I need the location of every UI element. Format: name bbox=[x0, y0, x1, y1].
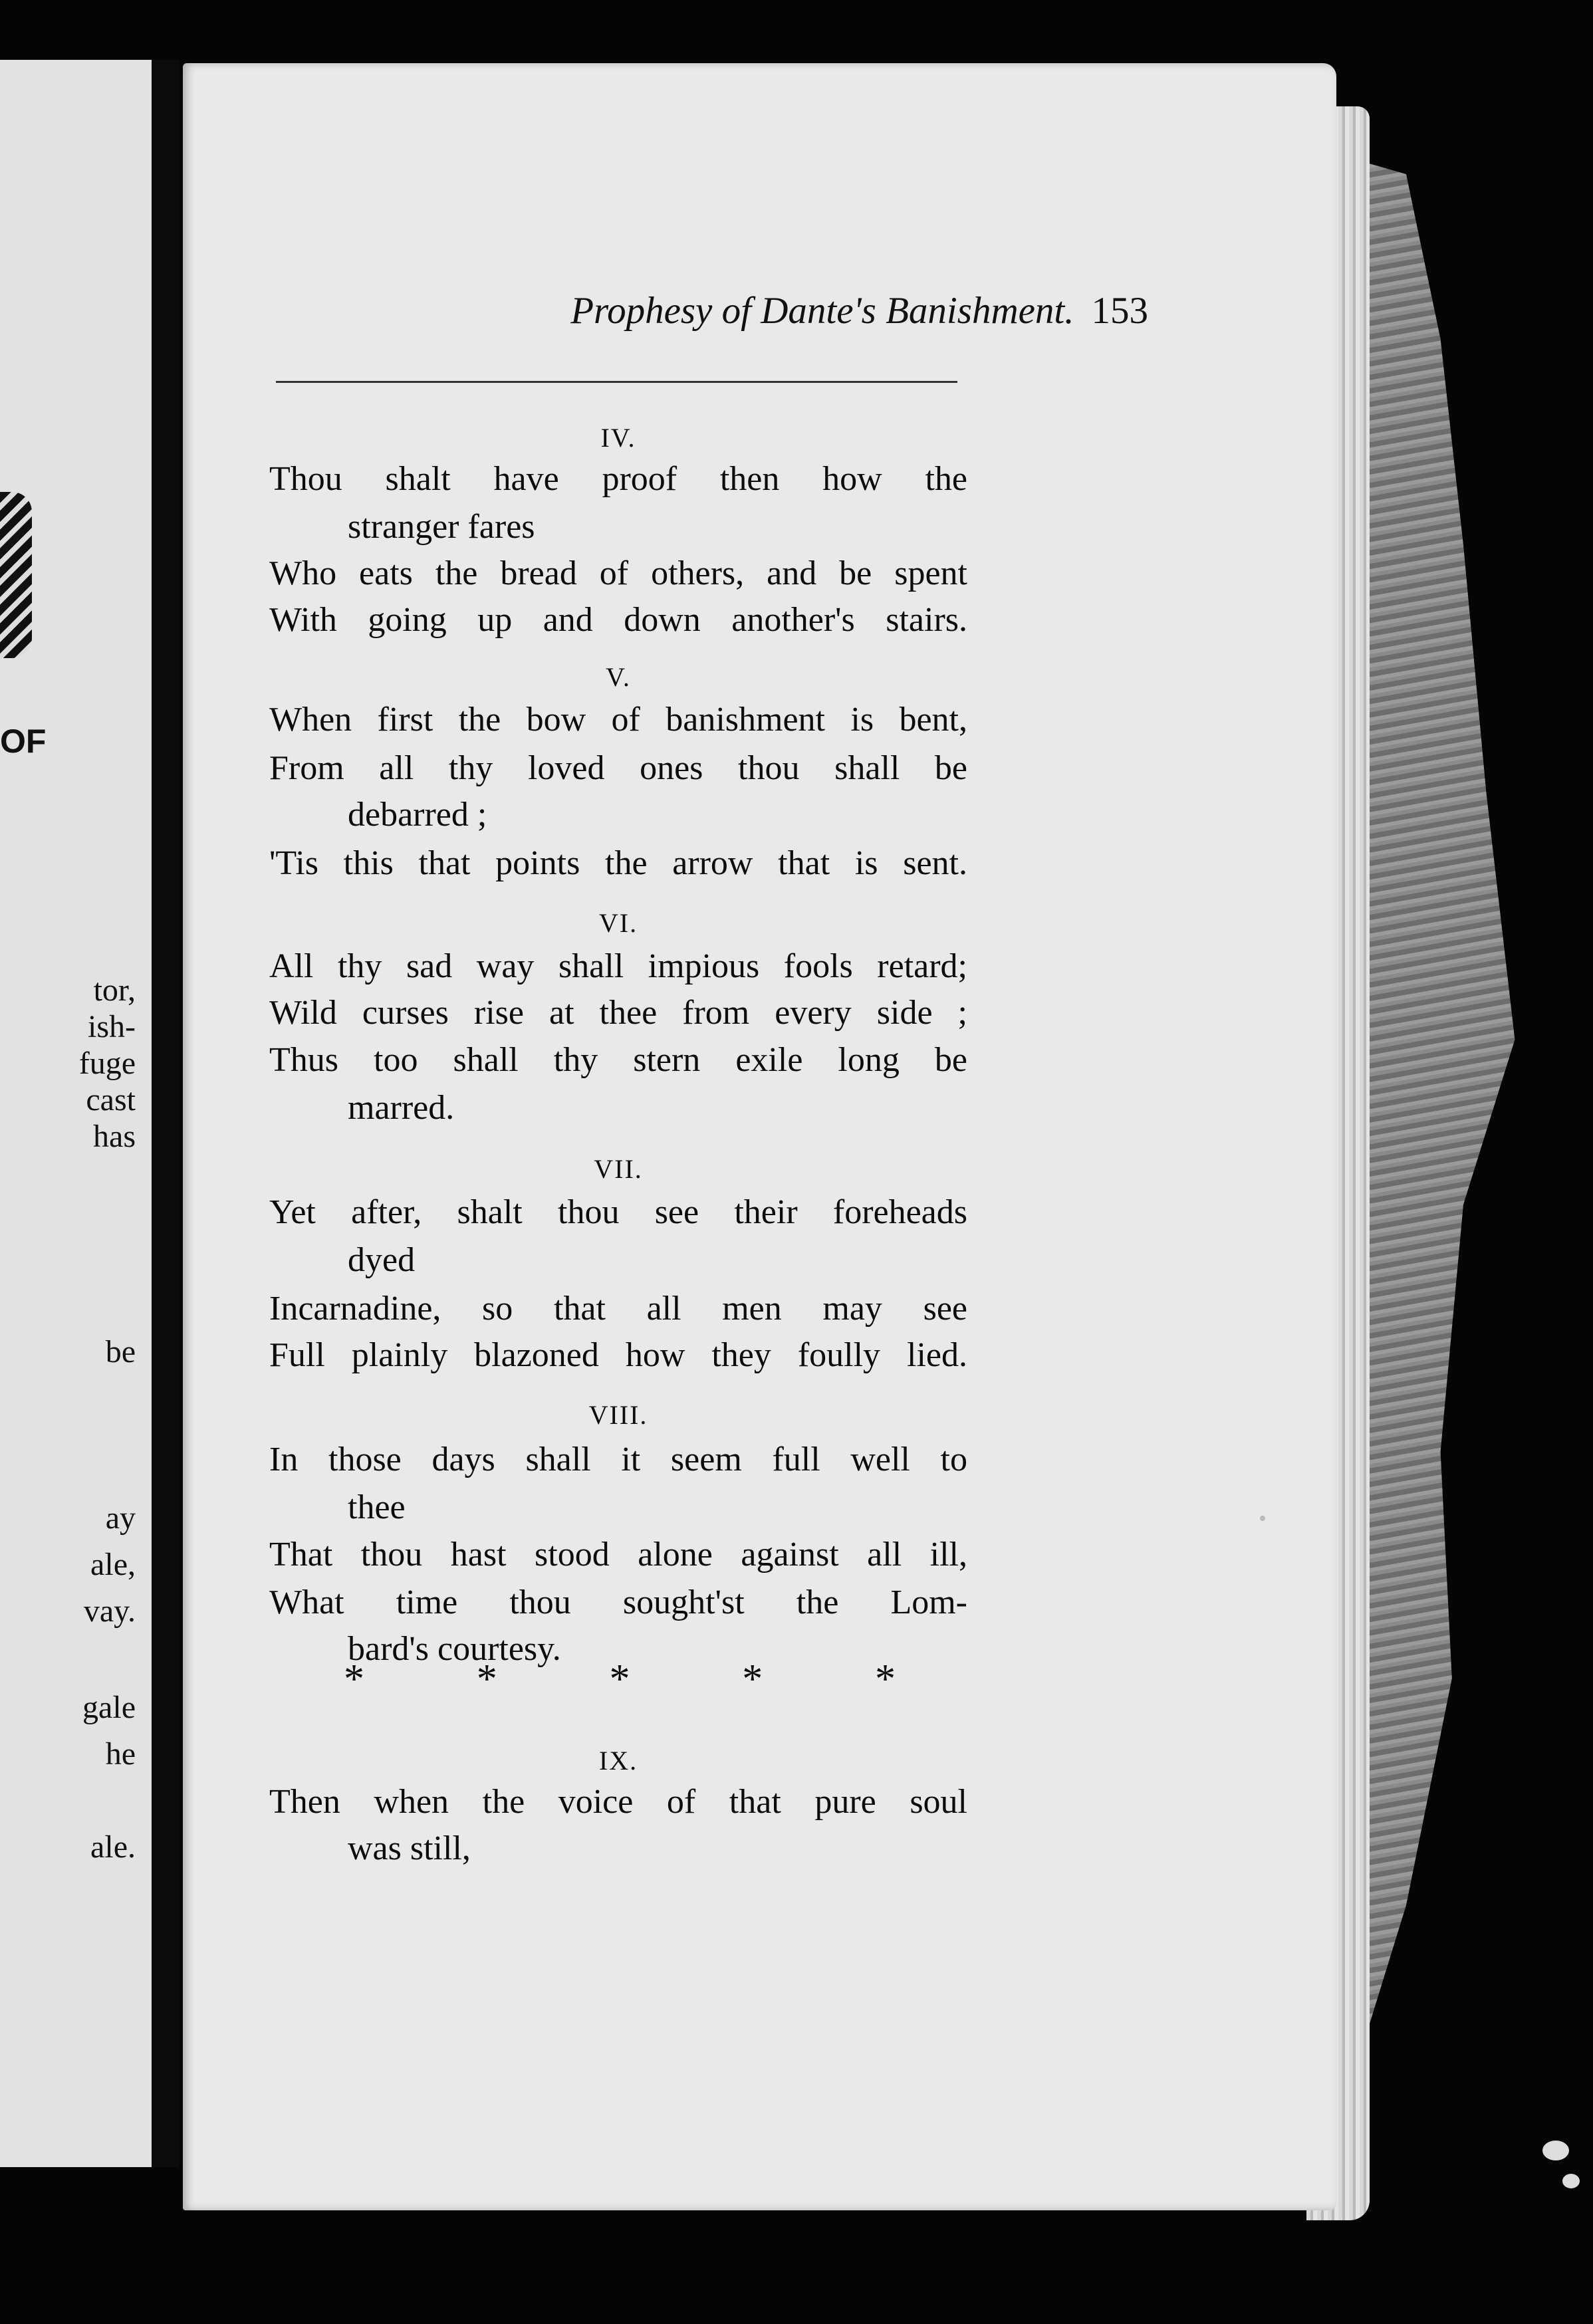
ellipsis-stars bbox=[344, 1659, 896, 1700]
star-mark: * bbox=[344, 1657, 364, 1702]
running-head bbox=[350, 289, 1148, 332]
left-page-fragment: has bbox=[93, 1119, 136, 1154]
dust-speck bbox=[1562, 2174, 1580, 2188]
verse-line: stranger fares bbox=[348, 508, 535, 546]
verse-line: Full plainly blazoned how they foully lied. bbox=[269, 1336, 967, 1374]
decorative-ornament-icon bbox=[0, 492, 32, 658]
left-page-fragment: fuge bbox=[78, 1046, 136, 1081]
verse-line: With going up and down another's stairs. bbox=[269, 601, 967, 639]
dust-speck bbox=[1542, 2141, 1569, 2160]
verse-line: In those days shall it seem full well to bbox=[269, 1441, 967, 1478]
verse-line: marred. bbox=[348, 1089, 455, 1127]
stanza-numeral: VI. bbox=[598, 908, 638, 938]
verse-line: dyed bbox=[348, 1241, 416, 1279]
verse-line: From all thy loved ones thou shall be bbox=[269, 749, 967, 787]
left-page bbox=[0, 60, 152, 2167]
header-rule bbox=[276, 381, 957, 383]
left-page-fragment: ale. bbox=[90, 1829, 136, 1865]
verse-line: was still, bbox=[348, 1829, 471, 1867]
verse-line: bard's courtesy. bbox=[348, 1630, 561, 1668]
running-head-title: Prophesy of Dante's Banishment. bbox=[570, 290, 1074, 332]
book-gutter bbox=[152, 60, 180, 2167]
stanza-numeral: VIII. bbox=[588, 1400, 648, 1430]
verse-line: Yet after, shalt thou see their foreheads bbox=[269, 1193, 967, 1231]
page-number: 153 bbox=[1091, 290, 1148, 332]
stanza-numeral: VII. bbox=[594, 1154, 643, 1184]
verse-line: thee bbox=[348, 1488, 406, 1526]
verse-line: That thou hast stood alone against all ill, bbox=[269, 1536, 967, 1573]
verse-line: Wild curses rise at thee from every side ; bbox=[269, 994, 967, 1032]
book-page bbox=[183, 63, 1336, 2210]
left-page-fragment: ay bbox=[105, 1500, 136, 1536]
verse-line: debarred ; bbox=[348, 796, 487, 834]
star-mark: * bbox=[609, 1657, 630, 1702]
star-mark: * bbox=[875, 1657, 896, 1702]
left-page-heading-fragment: OF bbox=[0, 723, 47, 760]
verse-line: Incarnadine, so that all men may see bbox=[269, 1290, 967, 1328]
stanza-numeral: V. bbox=[606, 662, 631, 692]
verse-line: Then when the voice of that pure soul bbox=[269, 1783, 967, 1821]
dust-speck bbox=[1260, 1516, 1265, 1521]
left-page-fragment: cast bbox=[86, 1082, 136, 1117]
verse-line: All thy sad way shall impious fools retard; bbox=[269, 947, 967, 985]
verse-line: Thus too shall thy stern exile long be bbox=[269, 1041, 967, 1079]
left-page-fragment: vay. bbox=[83, 1593, 136, 1629]
verse-line: When first the bow of banishment is bent, bbox=[269, 701, 967, 739]
left-page-fragment: ale, bbox=[90, 1547, 136, 1582]
left-page-fragment: ish- bbox=[88, 1009, 136, 1044]
star-mark: * bbox=[742, 1657, 763, 1702]
verse-line: 'Tis this that points the arrow that is sent. bbox=[269, 844, 967, 882]
left-page-fragment: be bbox=[105, 1334, 136, 1369]
left-page-fragment: he bbox=[105, 1736, 136, 1772]
star-mark: * bbox=[476, 1657, 497, 1702]
left-page-fragment: gale bbox=[82, 1690, 136, 1725]
verse-line: What time thou sought'st the Lom- bbox=[269, 1583, 967, 1621]
left-page-fragment: tor, bbox=[93, 973, 136, 1008]
stanza-numeral: IX. bbox=[598, 1746, 638, 1776]
verse-line: Who eats the bread of others, and be spent bbox=[269, 554, 967, 592]
verse-line: Thou shalt have proof then how the bbox=[269, 460, 967, 498]
stanza-numeral: IV. bbox=[600, 423, 636, 453]
